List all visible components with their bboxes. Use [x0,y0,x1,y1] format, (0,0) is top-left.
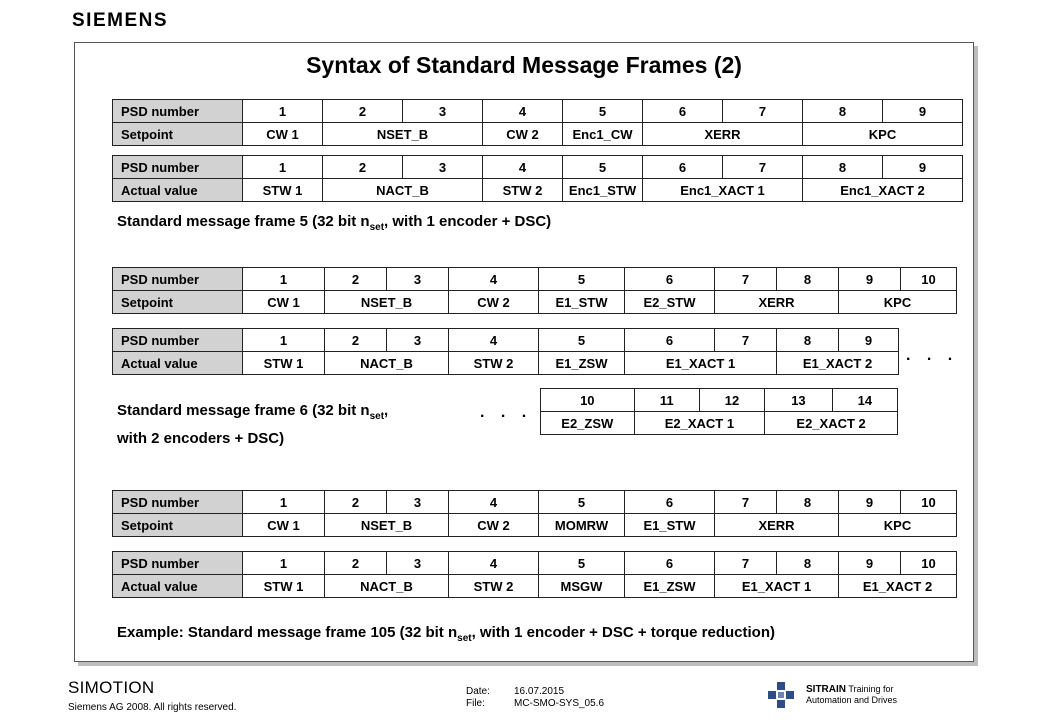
signal-cell: E2_XACT 2 [765,412,898,435]
actual-value-row [113,575,957,598]
psd-number-cell: 5 [563,100,643,123]
signal-cell: NSET_B [325,514,449,537]
psd-number-cell: 1 [243,552,325,575]
psd-number-cell: 6 [625,329,715,352]
signal-cell: KPC [839,291,957,314]
psd-number-cell: 9 [839,552,901,575]
psd-number-cell: 6 [643,156,723,179]
psd-number-cell: 8 [777,268,839,291]
psd-number-cell: 7 [723,100,803,123]
psd-number-cell: 2 [325,268,387,291]
psd-number-cell: 3 [403,100,483,123]
frame5-caption [117,213,551,233]
signal-cell: E2_ZSW [541,412,635,435]
sitrain-text [806,684,897,706]
actual-value-row [113,352,899,375]
psd-number-cell: 9 [839,491,901,514]
psd-number-cell: 9 [839,268,901,291]
setpoint-row [113,123,963,146]
signal-cell: CW 2 [449,291,539,314]
signal-cell: E2_STW [625,291,715,314]
actual-value-row [113,179,963,202]
file-value: MC-SMO-SYS_05.6 [514,698,605,709]
psd-number-cell: 2 [325,552,387,575]
signal-cell: E1_XACT 2 [777,352,899,375]
signal-cell: CW 2 [449,514,539,537]
footer-meta [466,686,604,710]
psd-number-cell: 7 [715,329,777,352]
signal-cell: E2_XACT 1 [634,412,765,435]
setpoint-row [113,514,957,537]
psd-number-cell: 5 [563,156,643,179]
psd-number-label: PSD number [113,491,243,514]
psd-number-cell: 5 [539,552,625,575]
signal-cell: XERR [643,123,803,146]
actual-value-label: Actual value [113,575,243,598]
psd-number-cell: 2 [323,156,403,179]
frame6-caption-line2: with 2 encoders + DSC) [117,430,285,447]
signal-cell: NSET_B [325,291,449,314]
psd-number-cell: 1 [243,156,323,179]
psd-number-cell: 6 [625,491,715,514]
psd-number-cell: 6 [625,552,715,575]
signal-cell: STW 1 [243,179,323,202]
frame105-caption [117,624,775,644]
psd-number-cell: 7 [715,552,777,575]
signal-cell: NACT_B [325,352,449,375]
psd-number-cell: 9 [839,329,899,352]
caption-text: Standard message frame 5 (32 bit n [117,213,370,230]
actual-value-row [541,412,898,435]
signal-cell: Enc1_XACT 1 [643,179,803,202]
psd-number-cell: 7 [715,491,777,514]
signal-cell: E1_STW [539,291,625,314]
psd-number-cell: 8 [803,100,883,123]
psd-number-cell: 2 [323,100,403,123]
signal-cell: CW 1 [243,123,323,146]
caption-text: Standard message frame 6 (32 bit n [117,402,370,419]
psd-number-row [541,389,898,412]
psd-number-cell: 12 [699,389,764,412]
psd-number-cell: 8 [777,491,839,514]
psd-number-cell: 4 [483,100,563,123]
psd-number-label: PSD number [113,552,243,575]
continuation-dots: . . . [480,404,533,421]
frame5-setpoint-table [112,99,963,146]
caption-text: , [384,402,389,419]
setpoint-label: Setpoint [113,514,243,537]
signal-cell: XERR [715,514,839,537]
psd-number-label: PSD number [113,156,243,179]
psd-number-row [113,329,899,352]
signal-cell: E1_XACT 1 [715,575,839,598]
psd-number-cell: 5 [539,491,625,514]
sitrain-logo-icon [766,682,796,710]
psd-number-label: PSD number [113,329,243,352]
signal-cell: STW 2 [483,179,563,202]
psd-number-row [113,491,957,514]
psd-number-cell: 4 [449,329,539,352]
signal-cell: KPC [803,123,963,146]
psd-number-cell: 3 [387,268,449,291]
signal-cell: E1_STW [625,514,715,537]
actual-value-label: Actual value [113,179,243,202]
psd-number-cell: 1 [243,329,325,352]
signal-cell: KPC [839,514,957,537]
caption-subscript: set [369,222,385,233]
sitrain-brand: SITRAIN [806,684,846,695]
setpoint-row [113,291,957,314]
psd-number-cell: 1 [243,100,323,123]
signal-cell: Enc1_STW [563,179,643,202]
psd-number-cell: 3 [387,329,449,352]
psd-number-cell: 7 [723,156,803,179]
signal-cell: STW 1 [243,352,325,375]
file-label: File: [466,698,485,709]
frame6-continuation-table [540,388,898,435]
psd-number-cell: 10 [901,552,957,575]
signal-cell: Enc1_XACT 2 [803,179,963,202]
signal-cell: CW 1 [243,514,325,537]
signal-cell: CW 2 [483,123,563,146]
caption-text: , with 1 encoder + DSC + torque reduction) [471,624,775,641]
psd-number-cell: 13 [765,389,832,412]
frame5-actual-table [112,155,963,202]
frame6-setpoint-table [112,267,957,314]
caption-subscript: set [457,633,472,644]
setpoint-label: Setpoint [113,123,243,146]
psd-number-cell: 1 [243,268,325,291]
caption-text: , with 1 encoder + DSC) [384,213,552,230]
psd-number-cell: 4 [449,552,539,575]
psd-number-row [113,100,963,123]
psd-number-cell: 11 [634,389,699,412]
signal-cell: NACT_B [323,179,483,202]
footer-app-name: SIMOTION [68,678,155,697]
signal-cell: E1_ZSW [625,575,715,598]
signal-cell: E1_ZSW [539,352,625,375]
footer-copyright: Siemens AG 2008. All rights reserved. [68,702,237,713]
signal-cell: STW 2 [449,352,539,375]
psd-number-cell: 6 [625,268,715,291]
signal-cell: MSGW [539,575,625,598]
psd-number-cell: 4 [449,268,539,291]
psd-number-cell: 10 [901,491,957,514]
frame6-actual-table [112,328,899,375]
psd-number-label: PSD number [113,100,243,123]
psd-number-cell: 8 [777,329,839,352]
frame105-actual-table [112,551,957,598]
setpoint-label: Setpoint [113,291,243,314]
psd-number-cell: 3 [403,156,483,179]
actual-value-label: Actual value [113,352,243,375]
psd-number-cell: 3 [387,491,449,514]
psd-number-cell: 6 [643,100,723,123]
signal-cell: STW 1 [243,575,325,598]
signal-cell: E1_XACT 1 [625,352,777,375]
signal-cell: E1_XACT 2 [839,575,957,598]
sitrain-line2: Automation and Drives [806,695,898,705]
psd-number-row [113,552,957,575]
signal-cell: STW 2 [449,575,539,598]
psd-number-label: PSD number [113,268,243,291]
psd-number-cell: 8 [803,156,883,179]
psd-number-cell: 1 [243,491,325,514]
psd-number-cell: 2 [325,329,387,352]
signal-cell: XERR [715,291,839,314]
sitrain-suffix: Training for [846,684,894,694]
psd-number-cell: 4 [449,491,539,514]
psd-number-row [113,268,957,291]
signal-cell: MOMRW [539,514,625,537]
signal-cell: NSET_B [323,123,483,146]
psd-number-cell: 10 [541,389,635,412]
psd-number-cell: 4 [483,156,563,179]
frame6-caption [117,402,388,422]
psd-number-cell: 5 [539,268,625,291]
caption-text: Example: Standard message frame 105 (32 bit n [117,624,458,641]
psd-number-cell: 9 [883,156,963,179]
continuation-dots: . . . [906,347,959,364]
psd-number-cell: 2 [325,491,387,514]
psd-number-cell: 7 [715,268,777,291]
frame105-setpoint-table [112,490,957,537]
psd-number-cell: 14 [832,389,897,412]
signal-cell: Enc1_CW [563,123,643,146]
signal-cell: CW 1 [243,291,325,314]
date-value: 16.07.2015 [514,686,565,697]
psd-number-row [113,156,963,179]
page-title: Syntax of Standard Message Frames (2) [306,52,742,78]
caption-subscript: set [369,411,385,422]
date-label: Date: [466,686,490,697]
psd-number-cell: 8 [777,552,839,575]
siemens-logo: SIEMENS [72,10,169,31]
psd-number-cell: 10 [901,268,957,291]
psd-number-cell: 3 [387,552,449,575]
psd-number-cell: 9 [883,100,963,123]
psd-number-cell: 5 [539,329,625,352]
signal-cell: NACT_B [325,575,449,598]
